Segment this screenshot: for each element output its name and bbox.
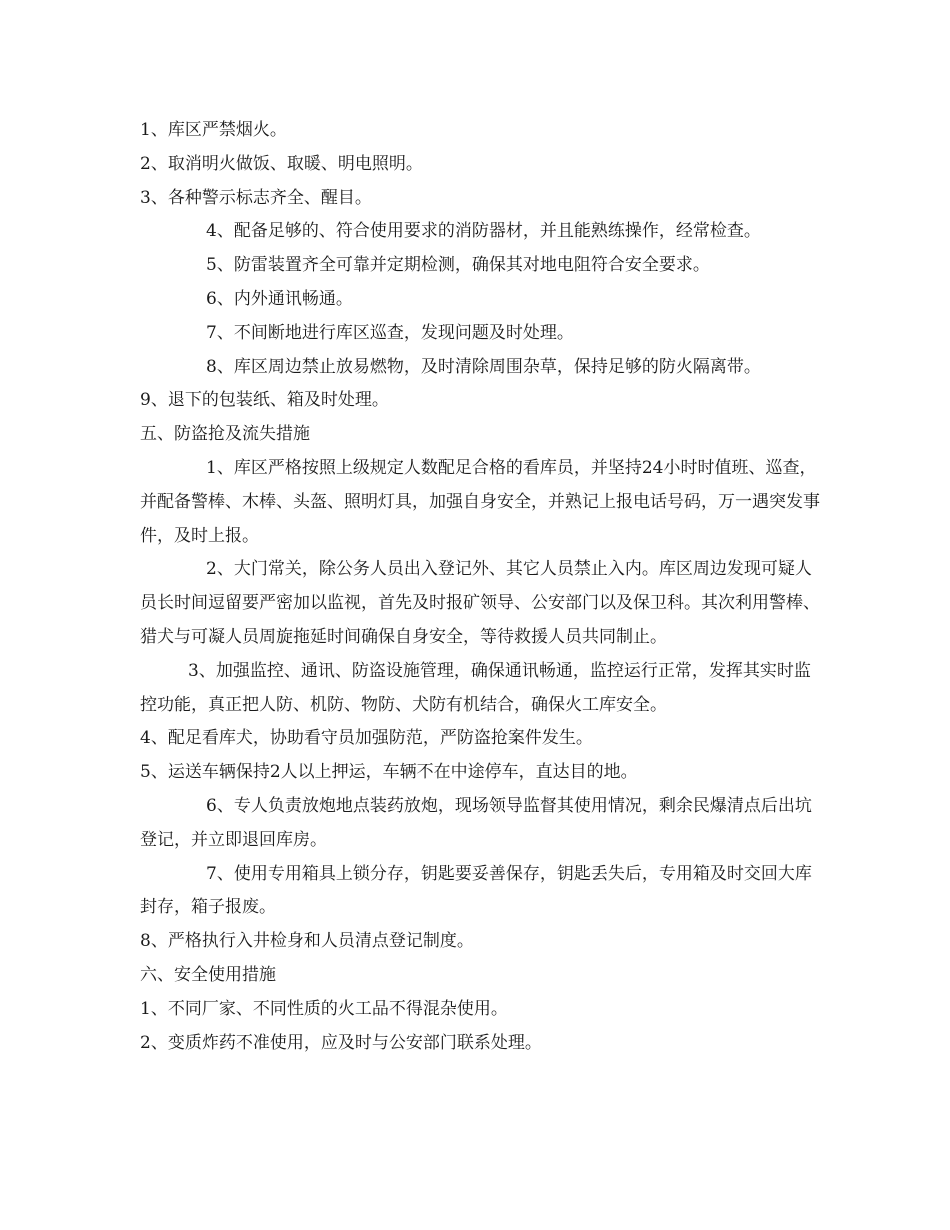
paragraph-theft-6: 6、专人负责放炮地点装药放炮，现场领导监督其使用情况，剩余民爆清点后出坑登记，并立即退回库房。 bbox=[140, 795, 812, 850]
paragraph-theft-2: 2、大门常关，除公务人员出入登记外、其它人员禁止入内。库区周边发现可疑人员长时间逗留要严密加以监视，首先及时报矿领导、公安部门以及保卫科。其次利用警棒、猎犬与可凝人员周旋拖延时间确保自身安全，等待救援人员共同制止。 bbox=[140, 559, 820, 647]
paragraph-theft-3: 3、加强监控、通讯、防盗设施管理，确保通讯畅通，监控运行正常，发挥其实时监控功能，真正把人防、机防、物防、犬防有机结合，确保火工库安全。 bbox=[140, 660, 811, 715]
paragraph-fire-5: 5、防雷装置齐全可靠并定期检测，确保其对地电阻符合安全要求。 bbox=[206, 255, 710, 276]
paragraph-fire-6: 6、内外通讯畅通。 bbox=[206, 288, 353, 309]
paragraph-theft-5: 5、运送车辆保持2人以上押运，车辆不在中途停车，直达目的地。 bbox=[140, 762, 638, 783]
document-body bbox=[140, 114, 820, 1060]
paragraph-theft-1: 1、库区严格按照上级规定人数配足合格的看库员，并坚持24小时时值班、巡查，并配备警棒、木棒、头盔、照明灯具，加强自身安全，并熟记上报电话号码，万一遇突发事件，及时上报。 bbox=[140, 457, 820, 546]
paragraph-theft-8: 8、严格执行入井检身和人员清点登记制度。 bbox=[140, 931, 474, 952]
paragraph-use-2: 2、变质炸药不准使用，应及时与公安部门联系处理。 bbox=[140, 1032, 542, 1053]
paragraph-fire-4: 4、配备足够的、符合使用要求的消防器材，并且能熟练操作，经常检查。 bbox=[206, 221, 761, 242]
paragraph-fire-8: 8、库区周边禁止放易燃物，及时清除周围杂草，保持足够的防火隔离带。 bbox=[206, 356, 761, 377]
section-heading-anti-theft: 五、防盗抢及流失措施 bbox=[140, 424, 310, 445]
paragraph-fire-9: 9、退下的包装纸、箱及时处理。 bbox=[140, 390, 389, 411]
paragraph-fire-7: 7、不间断地进行库区巡查，发现问题及时处理。 bbox=[206, 322, 574, 343]
paragraph-fire-2: 2、取消明火做饭、取暖、明电照明。 bbox=[140, 153, 423, 174]
paragraph-theft-7: 7、使用专用箱具上锁分存，钥匙要妥善保存，钥匙丢失后，专用箱及时交回大库封存，箱子报废。 bbox=[140, 863, 812, 918]
paragraph-fire-1: 1、库区严禁烟火。 bbox=[140, 120, 287, 140]
paragraph-theft-4: 4、配足看库犬，协助看守员加强防范，严防盗抢案件发生。 bbox=[140, 728, 593, 749]
section-heading-safe-use: 六、安全使用措施 bbox=[140, 964, 276, 985]
paragraph-fire-3: 3、各种警示标志齐全、醒目。 bbox=[140, 187, 372, 208]
paragraph-use-1: 1、不同厂家、不同性质的火工品不得混杂使用。 bbox=[140, 998, 508, 1019]
